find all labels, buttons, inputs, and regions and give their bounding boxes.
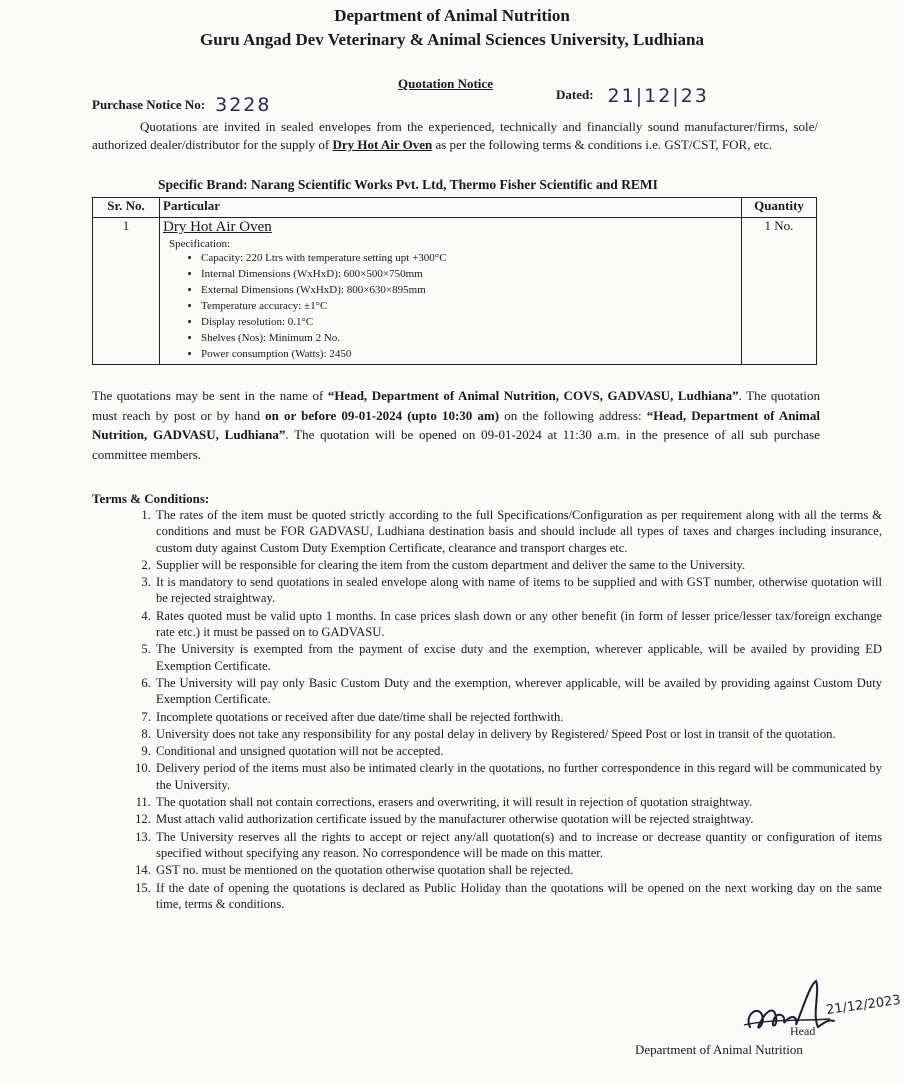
spec-item: • External Dimensions (WxHxD): 800×630×895mm	[201, 282, 738, 298]
specification-heading: Specification:	[169, 238, 231, 250]
term-item: 5. The University is exempted from the payment of excise duty and the exemption, wherever applicable, will be availed by providing ED Exemption Certificate.	[154, 641, 882, 674]
term-item: 6. The University will pay only Basic Custom Duty and the exemption, wherever applicable, will be availed by providing against Custom Duty Exemption Certificate.	[154, 675, 882, 708]
spec-item: • Temperature accuracy: ±1°C	[201, 298, 738, 314]
term-item: 1. The rates of the item must be quoted strictly according to the full Specifications/Configuration as per requirement along with all the terms & conditions and must be FOR GADVASU, Ludhiana destination basis and should include all types of taxes and charges including insurance, custom duty against Custom Duty Exemption Certificate, clearance and transport charges etc.	[154, 507, 882, 556]
terms-list	[92, 507, 882, 913]
term-item: 14. GST no. must be mentioned on the quotation otherwise quotation shall be rejected.	[154, 862, 882, 878]
term-item: 12. Must attach valid authorization certificate issued by the manufacturer otherwise quotation will be rejected straightway.	[154, 811, 882, 827]
spec-item: • Power consumption (Watts): 2450	[201, 346, 738, 362]
term-item: 13. The University reserves all the rights to accept or reject any/all quotation(s) and to increase or decrease quantity or configuration of items specified without specifying any reason. No correspondence will be made on this matter.	[154, 829, 882, 862]
intro-item-name: Dry Hot Air Oven	[332, 136, 433, 152]
table-row	[93, 218, 817, 365]
header-quantity: Quantity	[742, 198, 817, 218]
header-sr-no: Sr. No.	[93, 198, 160, 218]
dated-handwritten-value: 21|12|23	[607, 85, 709, 107]
spec-item: • Internal Dimensions (WxHxD): 600×500×750mm	[201, 266, 738, 282]
purchase-notice-label: Purchase Notice No:	[92, 97, 206, 112]
address-deadline: on or before 09-01-2024 (upto 10:30 am)	[265, 407, 500, 423]
table-header-row	[93, 198, 817, 218]
term-item: 3. It is mandatory to send quotations in sealed envelope along with name of items to be supplied and with GST number, otherwise quotation will be rejected straightway.	[154, 574, 882, 607]
address-recipient: “Head, Department of Animal Nutrition, COVS, GADVASU, Ludhiana”	[327, 388, 739, 403]
purchase-notice-handwritten-number: 3228	[215, 94, 272, 116]
intro-paragraph	[92, 118, 818, 153]
department-heading: Department of Animal Nutrition	[334, 6, 570, 25]
term-item: 15. If the date of opening the quotations is declared as Public Holiday than the quotations will be opened on the next working day on the same time, terms & conditions.	[154, 880, 882, 913]
term-item: 10. Delivery period of the items must also be intimated clearly in the quotations, no further correspondence in this regard will be communicated by the University.	[154, 760, 882, 793]
row-item-name: Dry Hot Air Oven	[163, 219, 272, 235]
term-item: 11. The quotation shall not contain corrections, erasers and overwriting, it will result in rejection of quotation straightway.	[154, 794, 882, 810]
terms-title: Terms & Conditions:	[92, 491, 210, 506]
row-sr-no: 1	[93, 218, 160, 365]
address-text-3: on the following address:	[499, 407, 647, 423]
row-particular	[160, 218, 742, 365]
specific-brand: Specific Brand: Narang Scientific Works Pvt. Ltd, Thermo Fisher Scientific and REMI	[158, 177, 658, 192]
term-item: 8. University does not take any responsibility for any postal delay in delivery by Registered/ Speed Post or lost in transit of the quotation.	[154, 726, 882, 742]
dated-label: Dated:	[556, 87, 594, 102]
intro-text-before: Quotations are invited in sealed envelopes from the experienced, technically and financially sound manufacturer/firms, sole/ authorized dealer/distributor for the supply of	[92, 119, 818, 152]
term-item: 4. Rates quoted must be valid upto 1 months. In case prices slash down or any other benefit (in form of lesser price/lesser tax/foreign exchange rate etc.) it must be passed on to GADVASU.	[154, 608, 882, 641]
university-heading: Guru Angad Dev Veterinary & Animal Sciences University, Ludhiana	[200, 30, 704, 49]
spec-item: • Display resolution: 0.1°C	[201, 314, 738, 330]
items-table	[92, 197, 817, 365]
address-text-1: The quotations may be sent in the name of	[92, 388, 328, 403]
address-destination: “Head, Department of Animal Nutrition, GADVASU, Ludhiana”	[92, 407, 820, 442]
signatory-title: Head	[790, 1024, 816, 1038]
purchase-notice-number	[92, 92, 271, 114]
intro-text-after: as per the following terms & conditions i.e. GST/CST, FOR, etc.	[435, 136, 773, 152]
header-particular: Particular	[160, 198, 742, 218]
address-text-2: . The quotation must reach by post or by hand	[92, 388, 820, 423]
spec-item: • Capacity: 220 Ltrs with temperature setting upt +300°C	[201, 250, 738, 266]
specification-list	[163, 250, 738, 362]
row-quantity: 1 No.	[742, 218, 817, 365]
address-text-4: . The quotation will be opened on 09-01-2024 at 11:30 a.m. in the presence of all sub purchase committee members.	[92, 427, 820, 462]
spec-item: • Shelves (Nos): Minimum 2 No.	[201, 330, 738, 346]
term-item: 9. Conditional and unsigned quotation will not be accepted.	[154, 743, 882, 759]
term-item: 7. Incomplete quotations or received after due date/time shall be rejected forthwith.	[154, 709, 882, 725]
notice-title: Quotation Notice	[398, 76, 493, 91]
signature-date: 21/12/2023	[825, 992, 902, 1019]
submission-address-paragraph	[92, 386, 820, 464]
notice-date	[556, 82, 709, 107]
term-item: 2. Supplier will be responsible for clearing the item from the custom department and deliver the same to the University.	[154, 557, 882, 573]
signatory-department: Department of Animal Nutrition	[635, 1042, 803, 1057]
